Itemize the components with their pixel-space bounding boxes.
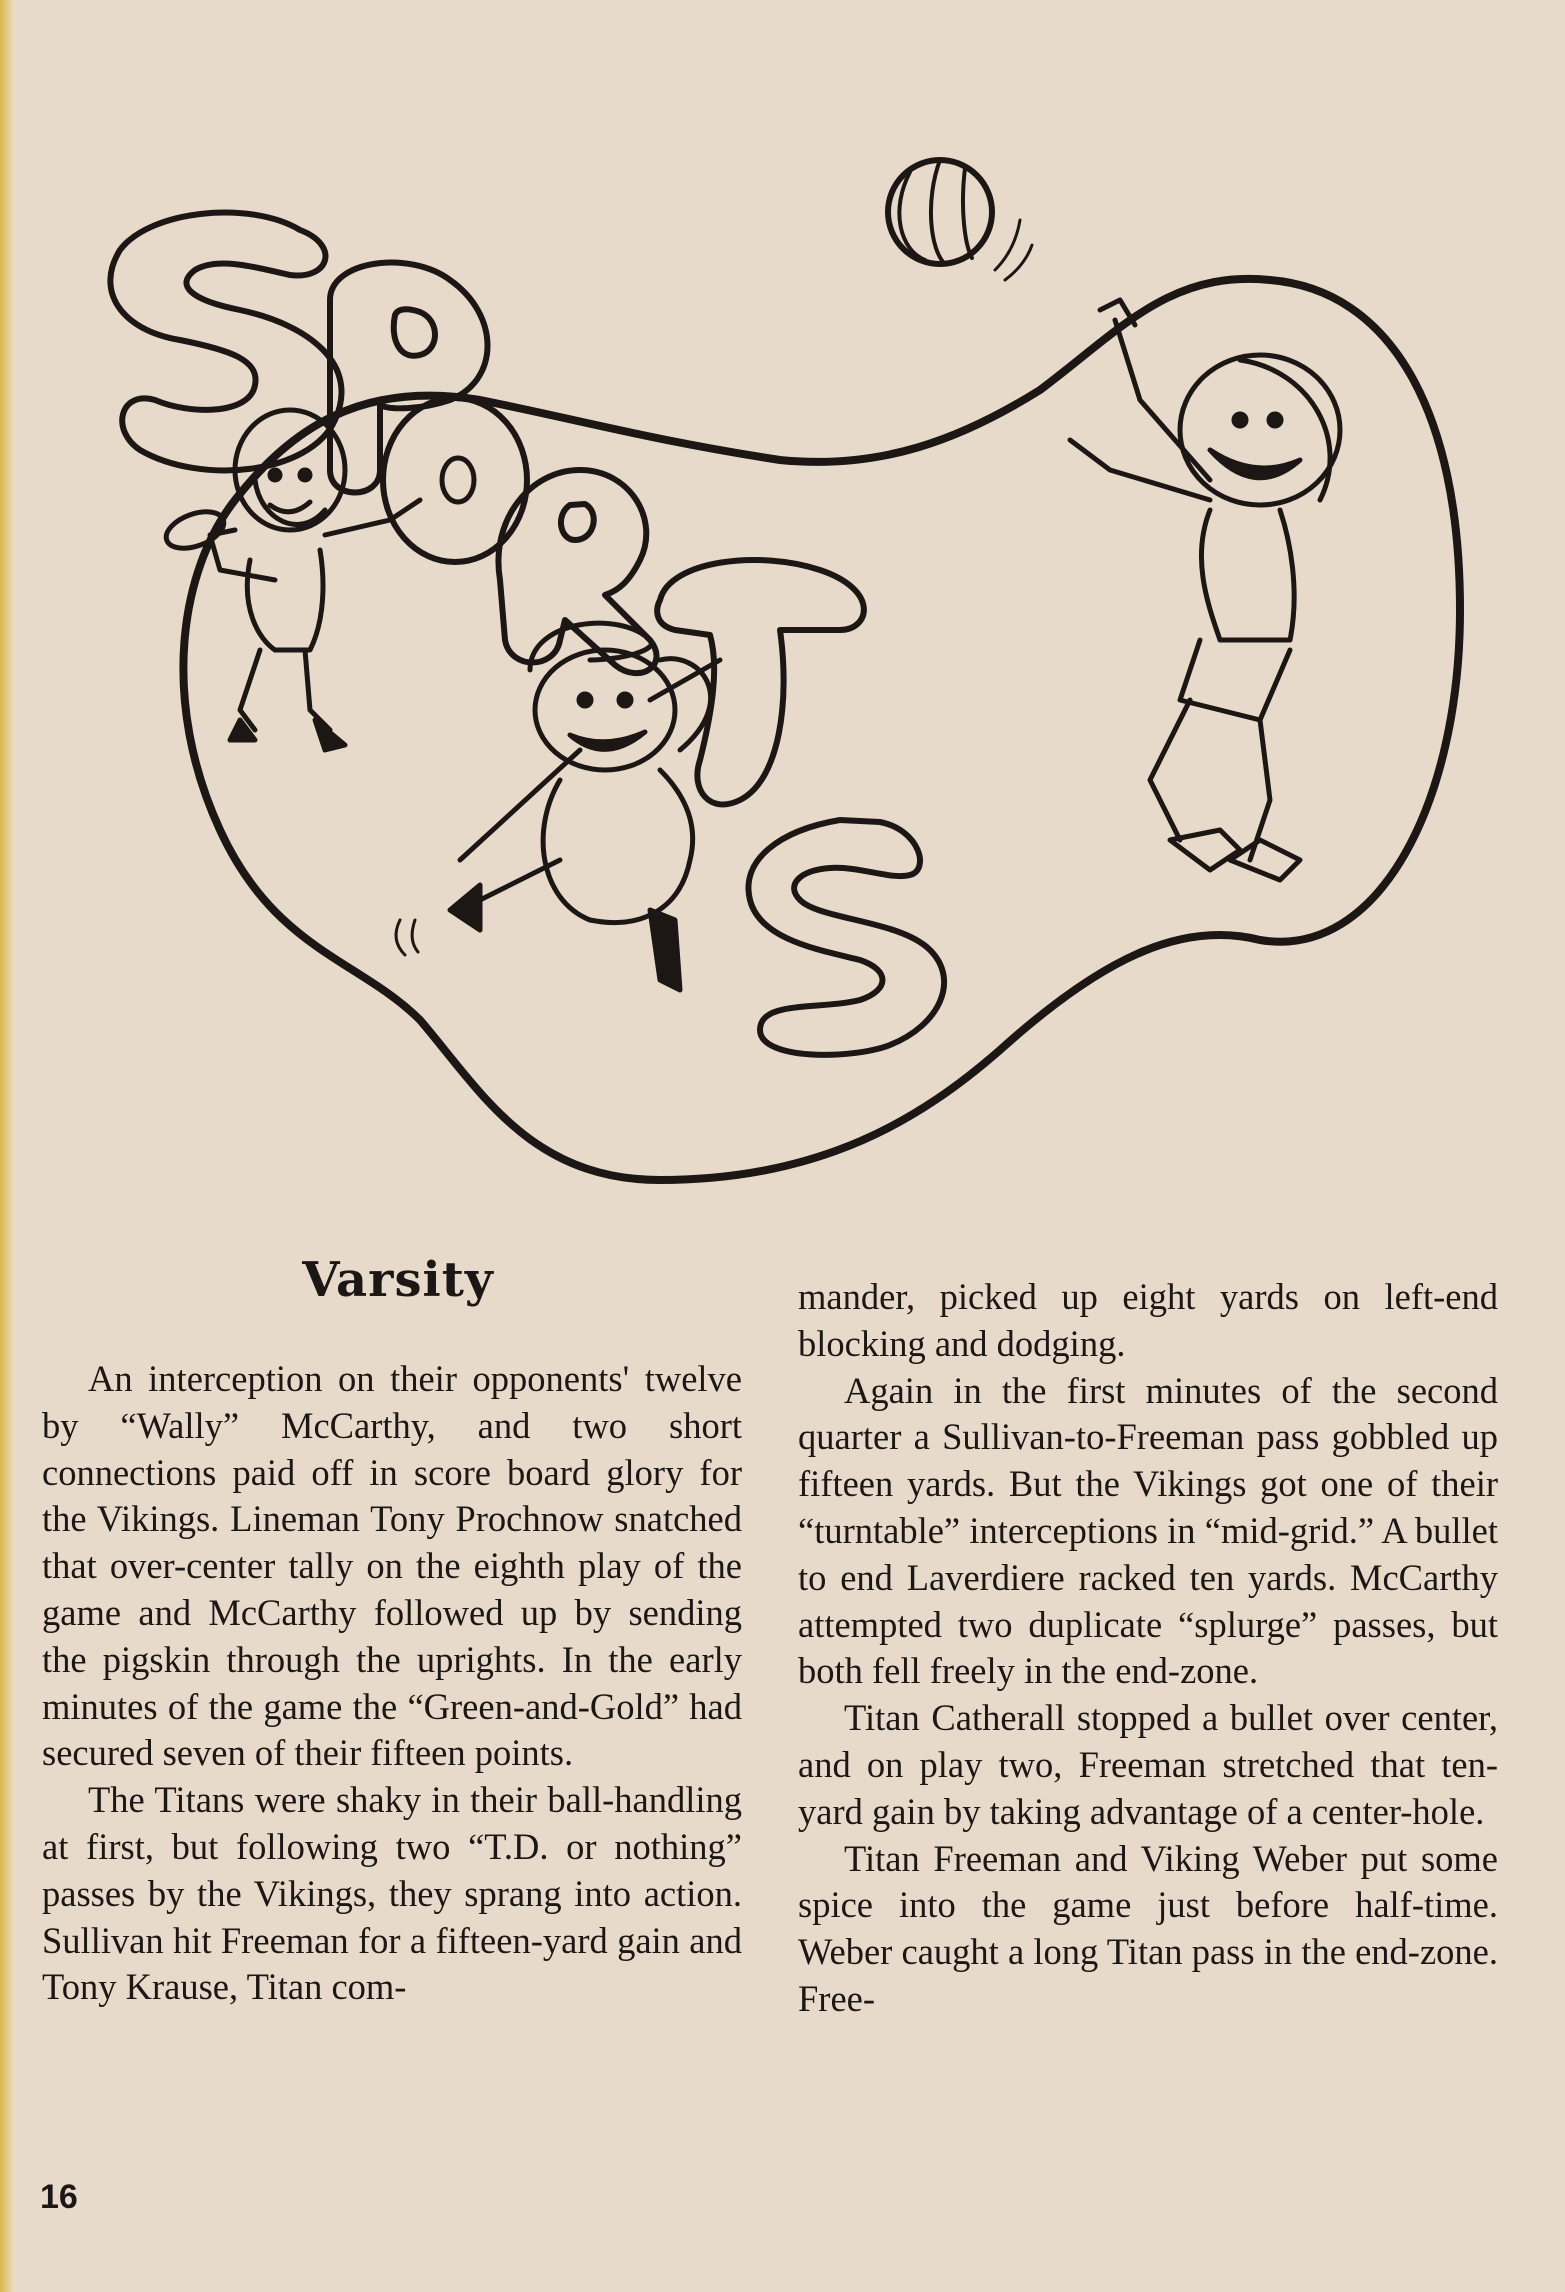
article-column-left	[42, 1356, 742, 2011]
ball	[888, 160, 992, 264]
basketball-player	[1070, 300, 1340, 880]
paragraph: The Titans were shaky in their ball-handling at first, but following two “T.D. or nothing” passes by the Vikings, they sprang into action. Sullivan hit Freeman for a fifteen-yard gain and Tony Krause, Titan com-	[42, 1779, 742, 2008]
paragraph: mander, picked up eight yards on left-end blocking and dodging.	[798, 1276, 1498, 1364]
letter-s-bottom	[748, 820, 944, 1055]
letter-r	[498, 470, 656, 673]
paragraph: Titan Freeman and Viking Weber put some spice into the game just before half-time. Weber caught a long Titan pass in the end-zone. Free-	[798, 1837, 1498, 2019]
sports-illustration	[60, 140, 1500, 1230]
paragraph: Again in the first minutes of the second quarter a Sullivan-to-Freeman pass gobbled up fifteen yards. But the Vikings got one of their “turntable” interceptions in “mid-grid.” A bullet to end Laverdiere racked ten yards. McCarthy attempted two duplicate “splurge” passes, but both fell freely in the end-zone.	[798, 1369, 1498, 1692]
page-edge	[0, 0, 14, 2292]
baseball-player	[396, 623, 720, 990]
article-title: Varsity	[302, 1252, 494, 1308]
paragraph: An interception on their opponents' twelve by “Wally” McCarthy, and two short connections paid off in score board glory for the Vikings. Lineman Tony Prochnow snatched that over-center tally on the eighth play of the game and McCarthy followed up by sending the pigskin through the uprights. In the early minutes of the game the “Green-and-Gold” had secured seven of their fifteen points.	[42, 1358, 742, 1774]
letter-o-1	[383, 398, 527, 562]
page-number: 16	[40, 2178, 78, 2216]
letter-t	[657, 560, 864, 804]
article-column-right	[798, 1274, 1498, 2023]
paragraph: Titan Catherall stopped a bullet over center, and on play two, Freeman stretched that ten-yard gain by taking advantage of a center-hole.	[798, 1697, 1498, 1832]
blob-outline	[183, 279, 1460, 1180]
